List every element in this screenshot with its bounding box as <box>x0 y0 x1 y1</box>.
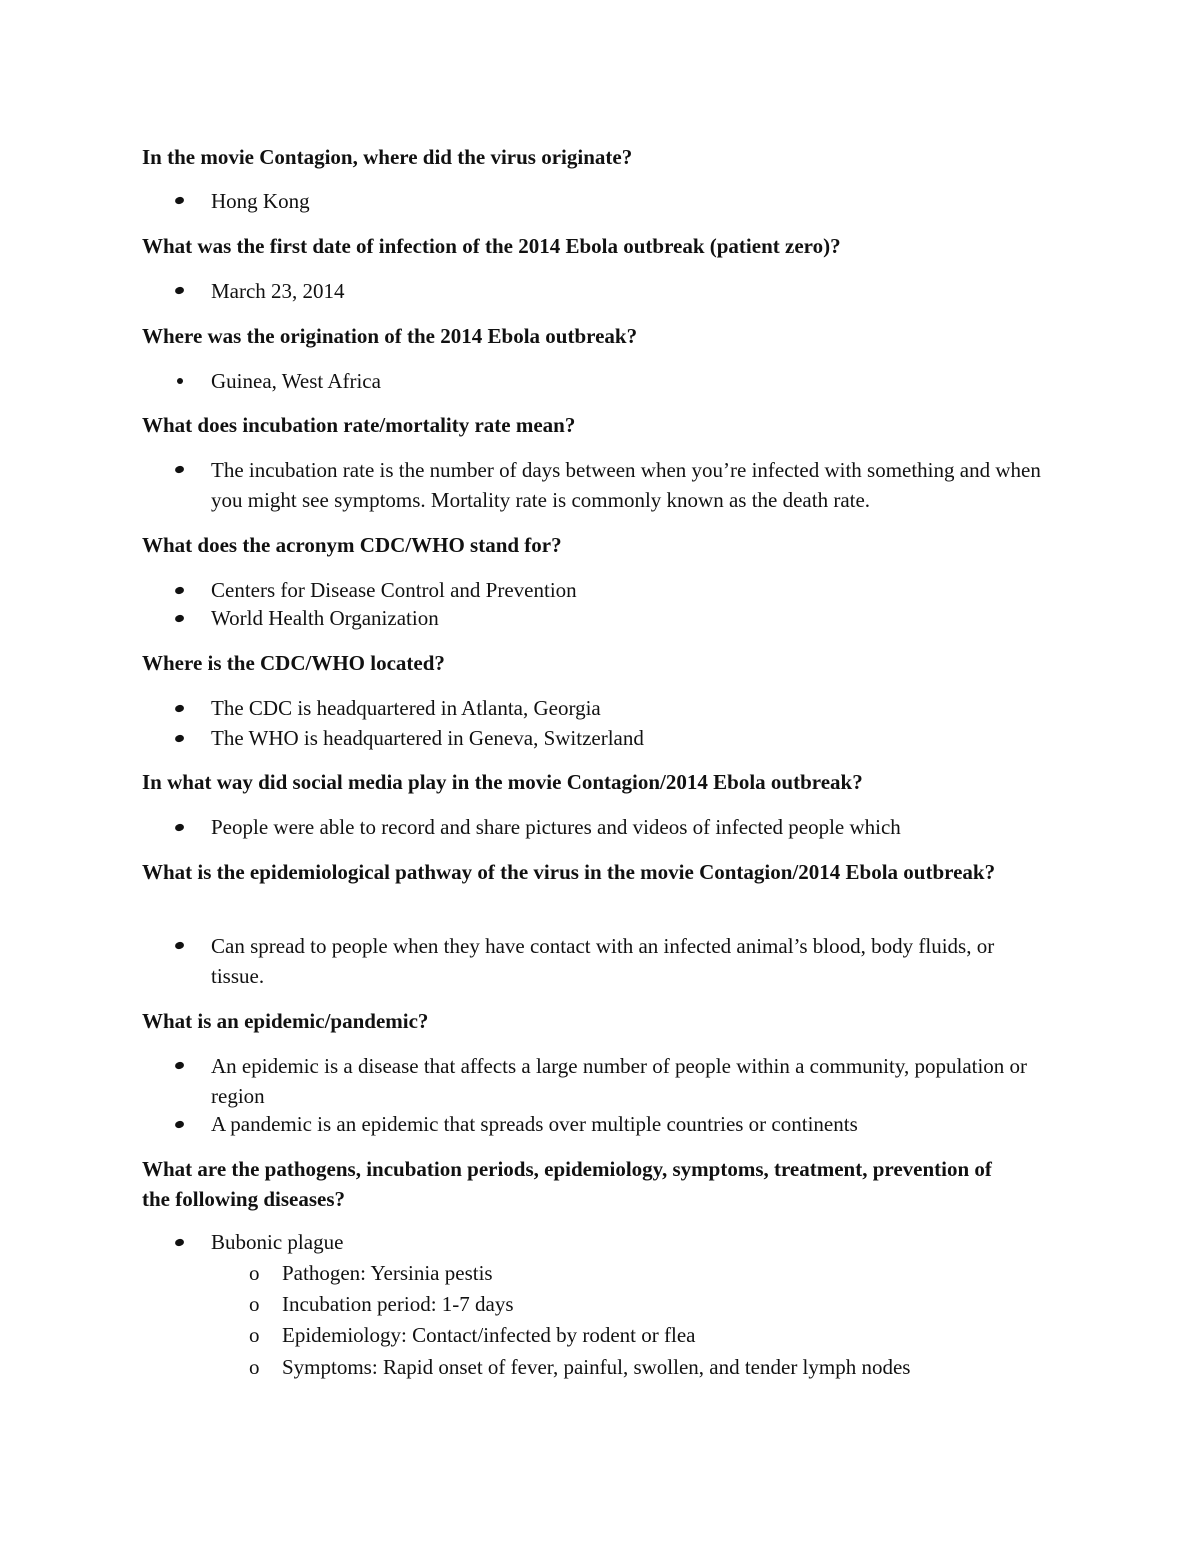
answer-5-2: World Health Organization <box>211 606 439 630</box>
bullet-icon <box>174 586 185 595</box>
answer-10-1: Bubonic plague <box>211 1230 344 1254</box>
question-2: What was the first date of infection of the 2014 Ebola outbreak (patient zero)? <box>142 234 841 258</box>
bullet-icon <box>174 196 185 205</box>
bullet-icon <box>174 704 185 713</box>
question-5: What does the acronym CDC/WHO stand for? <box>142 533 562 557</box>
question-1: In the movie Contagion, where did the virus originate? <box>142 145 633 169</box>
question-4: What does incubation rate/mortality rate mean? <box>142 413 576 437</box>
answer-9-1: An epidemic is a disease that affects a large number of people within a community, population or region <box>211 1054 1028 1108</box>
bullet-icon <box>174 614 185 623</box>
question-9: What is an epidemic/pandemic? <box>142 1009 429 1033</box>
question-7: In what way did social media play in the movie Contagion/2014 Ebola outbreak? <box>142 770 863 794</box>
answer-9-2: A pandemic is an epidemic that spreads over multiple countries or continents <box>211 1112 858 1136</box>
bullet-icon <box>174 1238 185 1247</box>
question-6: Where is the CDC/WHO located? <box>142 651 445 675</box>
bullet-icon <box>174 734 185 743</box>
sub-bullet-icon: o <box>249 1323 260 1347</box>
answer-3-1: Guinea, West Africa <box>211 369 381 393</box>
bullet-icon <box>174 1061 185 1070</box>
answer-2-1: March 23, 2014 <box>211 279 345 303</box>
answer-6-1: The CDC is headquartered in Atlanta, Georgia <box>211 696 601 720</box>
sub-item-symptoms: Symptoms: Rapid onset of fever, painful, swollen, and tender lymph nodes <box>282 1355 911 1379</box>
answer-6-2: The WHO is headquartered in Geneva, Switzerland <box>211 726 644 750</box>
answer-1-1: Hong Kong <box>211 189 310 213</box>
answer-7-1: People were able to record and share pictures and videos of infected people which <box>211 815 901 839</box>
bullet-icon <box>174 465 185 474</box>
sub-bullet-icon: o <box>249 1355 260 1379</box>
sub-item-pathogen: Pathogen: Yersinia pestis <box>282 1261 493 1285</box>
bullet-icon <box>174 1120 185 1129</box>
question-8: What is the epidemiological pathway of the virus in the movie Contagion/2014 Ebola outbreak? <box>142 860 996 884</box>
sub-bullet-icon: o <box>249 1292 260 1316</box>
answer-4-1: The incubation rate is the number of days between when you’re infected with something and when you might see symptoms. Mortality rate is commonly known as the death rate. <box>211 458 1041 512</box>
bullet-icon <box>174 823 185 832</box>
sub-item-incubation: Incubation period: 1-7 days <box>282 1292 514 1316</box>
answer-8-1: Can spread to people when they have contact with an infected animal’s blood, body fluids, or tissue. <box>211 934 995 988</box>
answer-5-1: Centers for Disease Control and Prevention <box>211 578 577 602</box>
sub-bullet-icon: o <box>249 1261 260 1285</box>
bullet-icon <box>177 378 183 384</box>
bullet-icon <box>174 941 185 950</box>
question-10: What are the pathogens, incubation periods, epidemiology, symptoms, treatment, prevention of the following diseases? <box>142 1157 992 1211</box>
bullet-icon <box>174 286 185 295</box>
sub-item-epidemiology: Epidemiology: Contact/infected by rodent or flea <box>282 1323 696 1347</box>
question-3: Where was the origination of the 2014 Ebola outbreak? <box>142 324 638 348</box>
